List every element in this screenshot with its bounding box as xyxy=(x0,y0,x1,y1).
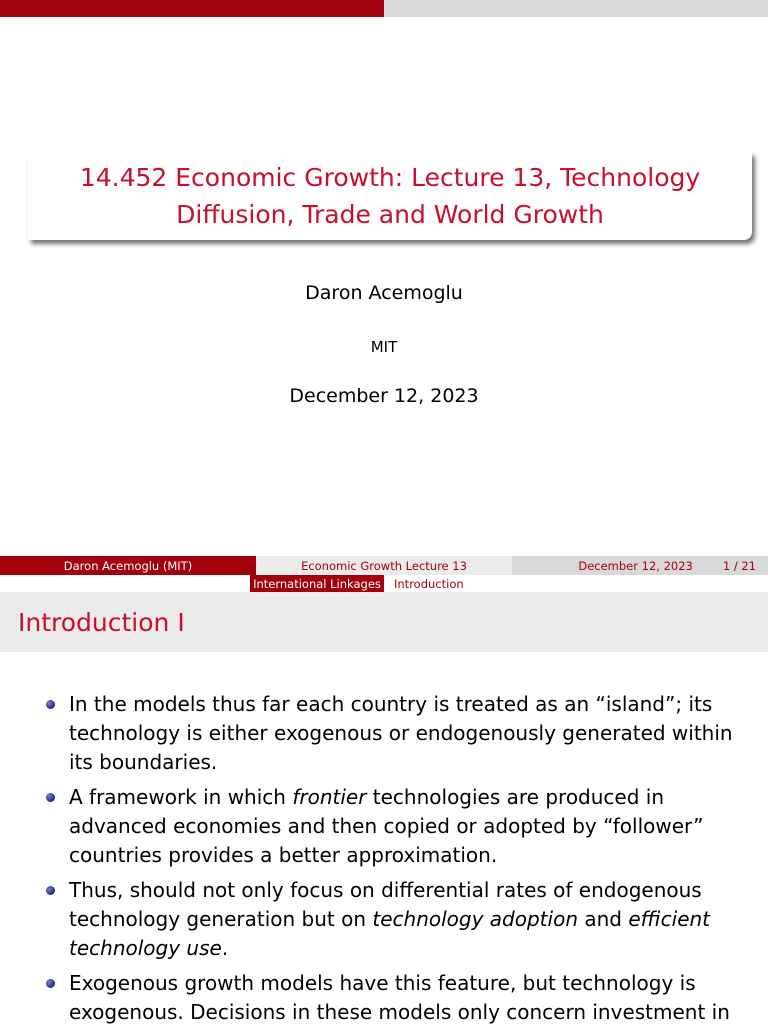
bullet-emphasis: technology adoption xyxy=(372,907,578,931)
bullet-item xyxy=(0,969,768,1027)
section-navigation xyxy=(0,575,768,592)
bullet-emphasis: efficient technology use xyxy=(69,907,711,960)
bullet-item xyxy=(0,783,768,870)
bullet-text-part: technologies are produced in advanced economies and then copied or adopted by “follower” countries provides a better approximation. xyxy=(69,785,704,867)
footer-page-number: 1 / 21 xyxy=(722,558,756,573)
footer-right xyxy=(512,556,768,575)
nav-section-international-linkages[interactable]: International Linkages xyxy=(250,575,384,592)
institution: MIT xyxy=(370,338,398,356)
bullet-text-part: Thus, should not only focus on differential rates of endogenous technology generation but on xyxy=(69,878,702,931)
footer-short-title: Economic Growth Lecture 13 xyxy=(256,556,512,575)
bullet-text-part: A framework in which xyxy=(69,785,293,809)
footer-author: Daron Acemoglu (MIT) xyxy=(0,556,256,575)
title-box xyxy=(28,152,752,240)
bullet-emphasis: frontier xyxy=(292,785,367,809)
author-name: Daron Acemoglu xyxy=(305,282,463,304)
bullet-text: In the models thus far each country is treated as an “island”; its technology is either exogenous or endogenously generated within its boundaries. xyxy=(69,692,733,774)
footer-date: December 12, 2023 xyxy=(578,558,693,573)
bullet-item xyxy=(0,690,768,777)
bullet-text-part: and xyxy=(578,907,629,931)
top-header-bar xyxy=(0,0,768,17)
title-line-1: 14.452 Economic Growth: Lecture 13, Technology xyxy=(79,163,701,192)
bullet-icon xyxy=(46,793,55,802)
bullet-text-part: . xyxy=(221,936,229,960)
frame-title-bar xyxy=(0,592,768,652)
bullet-icon xyxy=(46,700,55,709)
presentation-date: December 12, 2023 xyxy=(289,385,479,407)
bullet-icon xyxy=(46,886,55,895)
header-bar-right xyxy=(384,0,768,17)
nav-subsection-introduction[interactable]: Introduction xyxy=(384,575,474,592)
frame-title: Introduction I xyxy=(18,607,185,637)
slide-content xyxy=(0,690,768,1033)
title-line-2: Diffusion, Trade and World Growth xyxy=(176,200,604,229)
bullet-icon xyxy=(46,979,55,988)
bullet-text: Exogenous growth models have this feature, but technology is exogenous. Decisions in these models only concern investment in xyxy=(69,971,730,1024)
presentation-title xyxy=(80,159,700,233)
header-bar-left xyxy=(0,0,384,17)
bullet-item xyxy=(0,876,768,963)
slide-footer xyxy=(0,556,768,575)
